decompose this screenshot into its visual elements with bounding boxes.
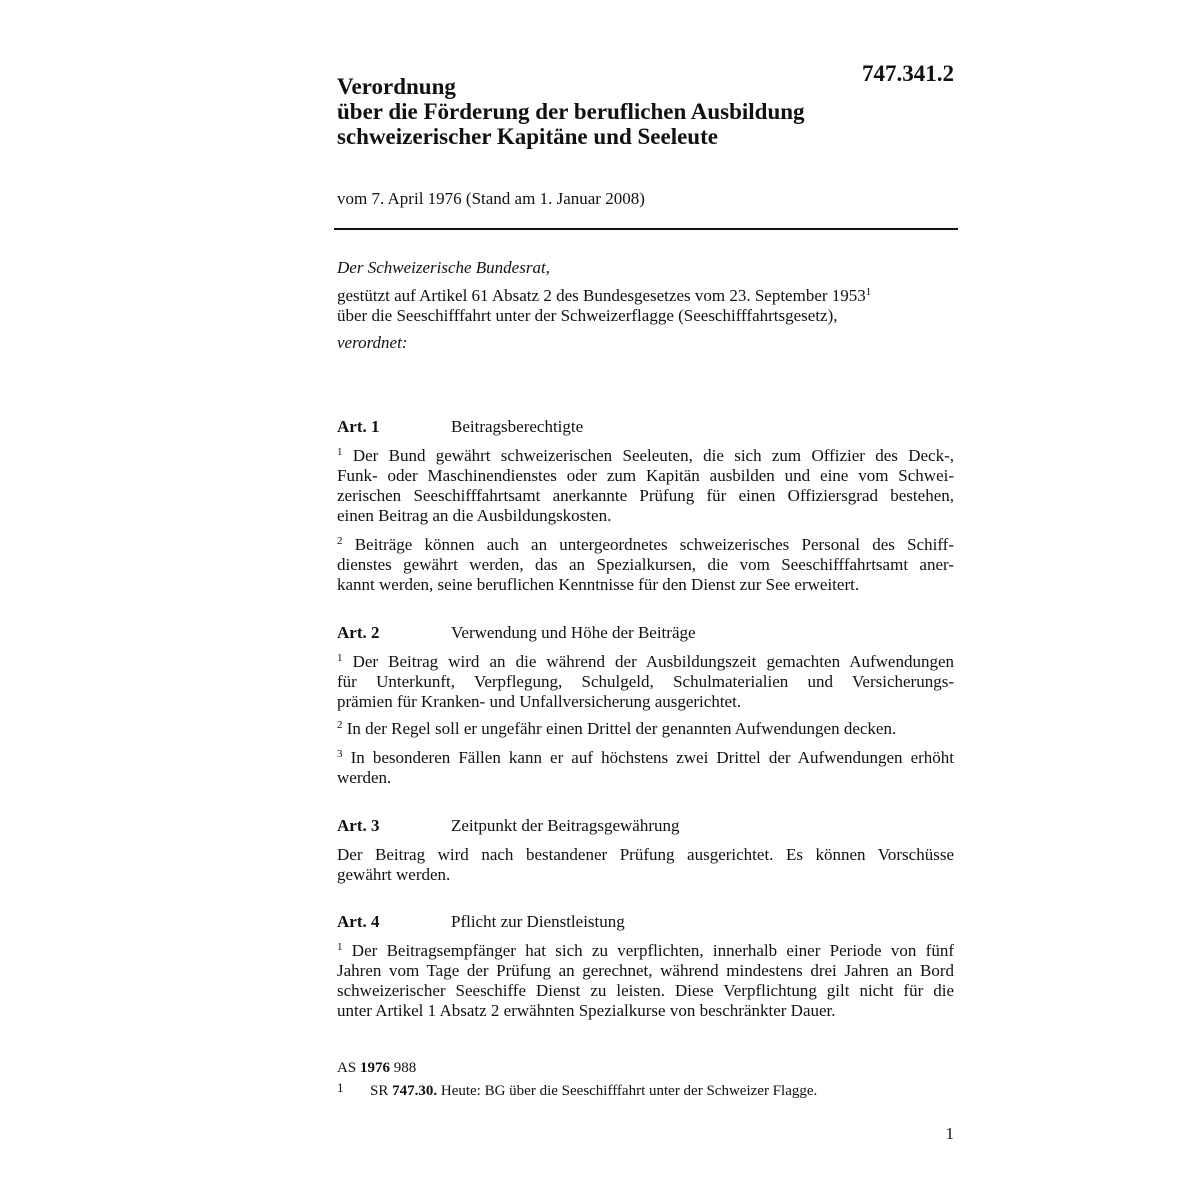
paragraph-line xyxy=(337,535,954,555)
paragraph-text: Der Bund gewährt schweizerischen Seeleuten, die sich zum Offizier des Deck-, xyxy=(352,446,954,465)
paragraph-line xyxy=(337,652,954,672)
footnote-item xyxy=(337,1078,817,1101)
paragraph-line: gewährt werden. xyxy=(337,865,451,884)
article-title: Zeitpunkt der Beitragsgewährung xyxy=(451,816,680,835)
article-paragraph xyxy=(337,719,954,739)
paragraph-line: unter Artikel 1 Absatz 2 erwähnten Spezialkurse von beschränkter Dauer. xyxy=(337,1001,836,1020)
paragraph-line: zerischen Seeschifffahrtsamt anerkannte Prüfung für einen Offiziersgrad bestehen, xyxy=(337,486,954,505)
paragraph-line xyxy=(337,446,954,466)
paragraph-mark: 2 xyxy=(337,535,343,547)
article-title: Verwendung und Höhe der Beiträge xyxy=(451,623,696,642)
paragraph-line: einen Beitrag an die Ausbildungskosten. xyxy=(337,506,612,525)
footnotes xyxy=(337,1058,817,1101)
paragraph-mark: 3 xyxy=(337,748,343,760)
footnote-text: Heute: BG über die Seeschifffahrt unter der Schweizer Flagge. xyxy=(440,1083,818,1099)
paragraph-line: Jahren vom Tage der Prüfung an gerechnet, während mindestens drei Jahren an Bord xyxy=(337,961,954,980)
footnote-reference[interactable]: 1 xyxy=(865,286,872,298)
preamble-basis-line: über die Seeschifffahrt unter der Schweizerflagge (Seeschifffahrtsgesetz), xyxy=(337,306,838,325)
paragraph-mark: 2 xyxy=(337,719,343,731)
article-heading xyxy=(337,622,696,644)
paragraph-line: dienstes gewährt werden, das an Spezialkursen, die vom Seeschifffahrtsamt aner- xyxy=(337,555,954,574)
article-title: Pflicht zur Dienstleistung xyxy=(451,912,625,931)
preamble-basis xyxy=(337,286,954,326)
paragraph-text: Der Beitrag wird an die während der Ausbildungszeit gemachten Aufwendungen xyxy=(352,652,954,671)
official-collection-reference xyxy=(337,1058,817,1078)
article-title: Beitragsberechtigte xyxy=(451,417,584,436)
paragraph-line xyxy=(337,748,954,768)
as-page: 988 xyxy=(393,1060,417,1076)
title-line: über die Förderung der beruflichen Ausbildung xyxy=(337,99,805,124)
paragraph-line: für Unterkunft, Verpflegung, Schulgeld, Schulmaterialien und Versicherungs- xyxy=(337,672,954,691)
article-paragraph xyxy=(337,446,954,526)
article-paragraph xyxy=(337,535,954,595)
preamble-basis-line xyxy=(337,286,954,306)
preamble-authority: Der Schweizerische Bundesrat, xyxy=(337,258,550,277)
paragraph-text: In besonderen Fällen kann er auf höchstens zwei Drittel der Aufwendungen erhöht xyxy=(350,748,954,767)
article-heading xyxy=(337,815,680,837)
article-number: Art. 4 xyxy=(337,912,380,931)
title-line: Verordnung xyxy=(337,74,456,99)
paragraph-line: Der Beitrag wird nach bestandener Prüfung ausgerichtet. Es können Vorschüsse xyxy=(337,845,954,864)
paragraph-line: kannt werden, seine beruflichen Kenntnisse für den Dienst zur See erweitert. xyxy=(337,575,860,594)
paragraph-text: In der Regel soll er ungefähr einen Drittel der genannten Aufwendungen decken. xyxy=(346,719,897,738)
article-heading xyxy=(337,911,625,933)
article-heading xyxy=(337,416,583,438)
paragraph-line xyxy=(337,719,954,739)
header-divider xyxy=(334,228,958,230)
paragraph-text: Der Beitragsempfänger hat sich zu verpflichten, innerhalb einer Periode von fünf xyxy=(351,941,954,960)
paragraph-line: werden. xyxy=(337,768,392,787)
as-year: 1976 xyxy=(359,1060,390,1076)
document-title xyxy=(337,74,897,149)
date-line: vom 7. April 1976 (Stand am 1. Januar 2008) xyxy=(337,189,645,208)
title-line: schweizerischer Kapitäne und Seeleute xyxy=(337,124,718,149)
article-paragraph xyxy=(337,652,954,712)
preamble-basis-text: gestützt auf Artikel 61 Absatz 2 des Bundesgesetzes vom 23. September 1953 xyxy=(337,286,866,305)
article-paragraph xyxy=(337,941,954,1021)
article-number: Art. 1 xyxy=(337,417,380,436)
paragraph-line: schweizerischer Seeschiffe Dienst zu leisten. Diese Verpflichtung gilt nicht für die xyxy=(337,981,954,1000)
paragraph-mark: 1 xyxy=(337,652,343,664)
paragraph-line: Funk- oder Maschinendienstes oder zum Kapitän ausbilden und eine vom Schwei- xyxy=(337,466,954,485)
preamble-decrees: verordnet: xyxy=(337,333,408,352)
paragraph-line: prämien für Kranken- und Unfallversicherung ausgerichtet. xyxy=(337,692,742,711)
article-number: Art. 3 xyxy=(337,816,380,835)
paragraph-mark: 1 xyxy=(337,941,343,953)
article-number: Art. 2 xyxy=(337,623,380,642)
footnote-sr-number[interactable]: 747.30. xyxy=(392,1083,438,1099)
article-paragraph xyxy=(337,748,954,788)
sr-number: 747.341.2 xyxy=(862,61,954,86)
footnote-prefix: SR xyxy=(370,1083,389,1099)
page-number: 1 xyxy=(945,1124,954,1143)
as-prefix: AS xyxy=(337,1060,357,1076)
footnote-marker: 1 xyxy=(337,1080,344,1095)
paragraph-text: Beiträge können auch an untergeordnetes schweizerisches Personal des Schiff- xyxy=(354,535,954,554)
paragraph-line xyxy=(337,941,954,961)
article-paragraph xyxy=(337,845,954,885)
paragraph-mark: 1 xyxy=(337,446,343,458)
